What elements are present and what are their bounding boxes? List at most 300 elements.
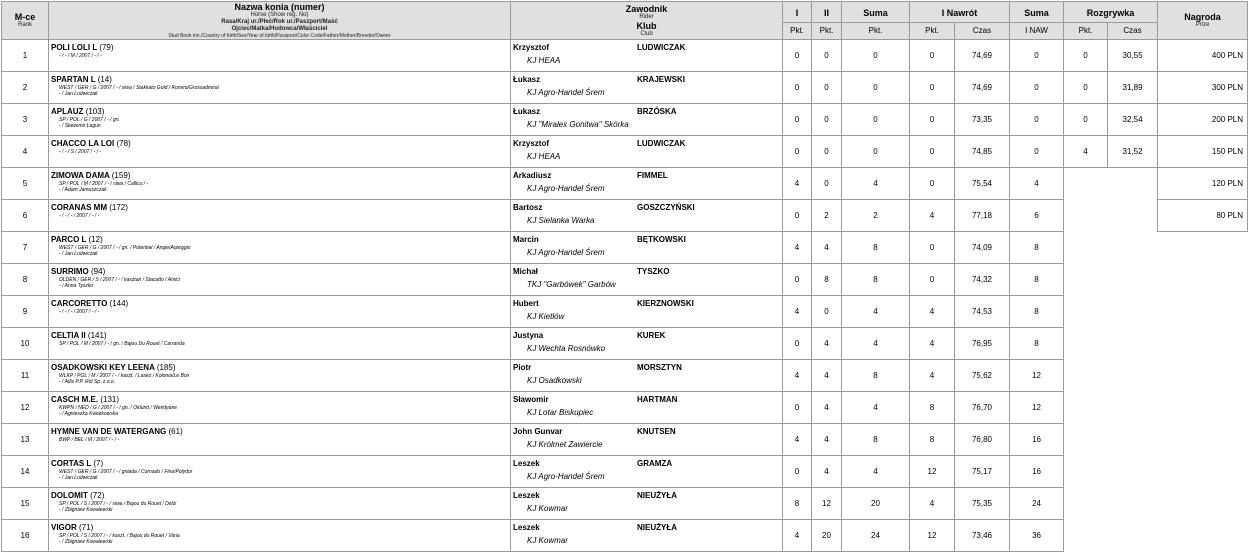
rider-first-name: Michał bbox=[513, 267, 538, 276]
jumpoff-pkt bbox=[1064, 264, 1108, 296]
horse-number: (71) bbox=[79, 523, 94, 532]
results-table bbox=[1, 1, 1248, 552]
horse-cell bbox=[49, 456, 511, 488]
horse-cell bbox=[49, 232, 511, 264]
round2-pkt: 20 bbox=[812, 520, 842, 552]
horse-info: SP / POL / G / 2007 / - / gn. bbox=[59, 117, 120, 123]
horse-owner: - / Zbigniew Kowalewski bbox=[59, 539, 113, 545]
horse-name: CORTAS L (7) bbox=[51, 459, 104, 468]
nawrot-pkt: 0 bbox=[910, 168, 955, 200]
sum-naw: 12 bbox=[1010, 392, 1064, 424]
horse-cell bbox=[49, 296, 511, 328]
rider-last-name: FIMMEL bbox=[637, 171, 668, 180]
rider-cell bbox=[511, 456, 783, 488]
nawrot-pkt: 8 bbox=[910, 424, 955, 456]
jumpoff-pkt-header: Pkt. bbox=[1064, 22, 1108, 39]
round1-pkt: 0 bbox=[783, 40, 812, 72]
sum-pkt: 4 bbox=[842, 392, 910, 424]
sum-pkt: 0 bbox=[842, 136, 910, 168]
jumpoff-pkt: 4 bbox=[1064, 136, 1108, 168]
horse-name: ZIMOWA DAMA (159) bbox=[51, 171, 131, 180]
rank-cell: 14 bbox=[2, 456, 49, 488]
round1-pkt: 4 bbox=[783, 168, 812, 200]
rank-cell: 2 bbox=[2, 72, 49, 104]
nawrot-pkt: 12 bbox=[910, 456, 955, 488]
horse-info: SP / POL / M / 2007 / - / gn. / Bajou Du Rouet / Carranda bbox=[59, 341, 185, 347]
nawrot-pkt: 12 bbox=[910, 520, 955, 552]
horse-name: SURRIMO (94) bbox=[51, 267, 106, 276]
prize-cell: 80 PLN bbox=[1158, 200, 1248, 232]
horse-number: (172) bbox=[109, 203, 128, 212]
prize-cell: 150 PLN bbox=[1158, 136, 1248, 168]
sum-pkt: 8 bbox=[842, 264, 910, 296]
rider-last-name: GRAMZA bbox=[637, 459, 673, 468]
table-row bbox=[2, 424, 1248, 456]
jumpoff-pkt bbox=[1064, 360, 1108, 392]
horse-owner: - / Atlis P.P. Rol Sp. z o.o. bbox=[59, 379, 116, 385]
sum-naw: 4 bbox=[1010, 168, 1064, 200]
jumpoff-pkt: 0 bbox=[1064, 72, 1108, 104]
horse-info: SP / POL / S / 2007 / - / siwa / Bajou du Rouet / Delzi bbox=[59, 501, 177, 507]
rider-first-name: Arkadiusz bbox=[513, 171, 552, 180]
nawrot-time: 74,32 bbox=[955, 264, 1010, 296]
jumpoff-header: Rozgrywka bbox=[1064, 2, 1158, 23]
round1-pkt: 0 bbox=[783, 136, 812, 168]
table-row bbox=[2, 360, 1248, 392]
rider-cell bbox=[511, 168, 783, 200]
rider-last-name: HARTMAN bbox=[637, 395, 678, 404]
horse-cell bbox=[49, 72, 511, 104]
horse-name: APLAUZ (103) bbox=[51, 107, 105, 116]
horse-info: WEST / GER / G / 2007 / - / siwa / Stakkato Gold / Romira/Grossadmiral bbox=[59, 85, 219, 91]
nawrot-time-header: Czas bbox=[955, 22, 1010, 39]
nawrot-time: 73,46 bbox=[955, 520, 1010, 552]
nawrot-time: 76,95 bbox=[955, 328, 1010, 360]
rider-last-name: MORSZTYN bbox=[637, 363, 682, 372]
round2-pkt-header: Pkt. bbox=[812, 22, 842, 39]
horse-info: - / - / - / 2007 / - / - bbox=[59, 309, 100, 315]
horse-info: SP / POL / M / 2007 / - / siwa / Callico / - bbox=[59, 181, 149, 187]
rider-last-name: GOSZCZYŃSKI bbox=[637, 203, 695, 212]
horse-number: (14) bbox=[97, 75, 112, 84]
sum-pkt: 4 bbox=[842, 456, 910, 488]
rider-first-name: Leszek bbox=[513, 459, 540, 468]
horse-name: CASCH M.E. (131) bbox=[51, 395, 120, 404]
sum-naw-header: I NAW bbox=[1010, 22, 1064, 39]
rank-cell: 8 bbox=[2, 264, 49, 296]
rank-cell: 11 bbox=[2, 360, 49, 392]
sum-pkt: 8 bbox=[842, 232, 910, 264]
horse-cell bbox=[49, 168, 511, 200]
nawrot-pkt: 0 bbox=[910, 232, 955, 264]
horse-name: CHACCO LA LOI (78) bbox=[51, 139, 131, 148]
prize-cell bbox=[1158, 328, 1248, 360]
nawrot-time: 77,18 bbox=[955, 200, 1010, 232]
rank-cell: 10 bbox=[2, 328, 49, 360]
horse-owner: - / Jan Ludwiczak bbox=[59, 251, 98, 257]
jumpoff-pkt bbox=[1064, 456, 1108, 488]
sum-pkt: 2 bbox=[842, 200, 910, 232]
nawrot-pkt: 0 bbox=[910, 264, 955, 296]
nawrot-pkt: 0 bbox=[910, 136, 955, 168]
table-row bbox=[2, 40, 1248, 72]
table-row bbox=[2, 264, 1248, 296]
jumpoff-time: 32,54 bbox=[1108, 104, 1158, 136]
rider-cell bbox=[511, 424, 783, 456]
sum-pkt: 8 bbox=[842, 424, 910, 456]
sum-naw: 6 bbox=[1010, 200, 1064, 232]
rider-header: Zawodnik Rider Klub Club bbox=[511, 2, 783, 40]
jumpoff-pkt bbox=[1064, 424, 1108, 456]
horse-cell bbox=[49, 424, 511, 456]
round2-pkt: 4 bbox=[812, 232, 842, 264]
horse-number: (7) bbox=[93, 459, 104, 468]
round2-pkt: 8 bbox=[812, 264, 842, 296]
table-row bbox=[2, 392, 1248, 424]
sum-pkt: 24 bbox=[842, 520, 910, 552]
jumpoff-pkt bbox=[1064, 520, 1108, 552]
jumpoff-time bbox=[1108, 424, 1158, 456]
horse-name: OSADKOWSKI KEY LEENA (185) bbox=[51, 363, 176, 372]
round2-pkt: 0 bbox=[812, 104, 842, 136]
horse-number: (12) bbox=[88, 235, 103, 244]
prize-cell bbox=[1158, 296, 1248, 328]
round2-pkt: 0 bbox=[812, 168, 842, 200]
rank-cell: 15 bbox=[2, 488, 49, 520]
jumpoff-time: 30,55 bbox=[1108, 40, 1158, 72]
sum2-header: Suma bbox=[1010, 2, 1064, 23]
nawrot-pkt: 0 bbox=[910, 40, 955, 72]
prize-cell bbox=[1158, 488, 1248, 520]
sum-pkt: 4 bbox=[842, 168, 910, 200]
jumpoff-pkt bbox=[1064, 392, 1108, 424]
sum-naw: 8 bbox=[1010, 296, 1064, 328]
sum-pkt: 8 bbox=[842, 360, 910, 392]
nawrot-time: 76,70 bbox=[955, 392, 1010, 424]
horse-number: (144) bbox=[109, 299, 129, 308]
round1-pkt: 4 bbox=[783, 360, 812, 392]
rank-cell: 3 bbox=[2, 104, 49, 136]
jumpoff-time bbox=[1108, 328, 1158, 360]
horse-owner: - / Agnieszka Kwiatkowska bbox=[59, 411, 119, 417]
rider-first-name: Leszek bbox=[513, 491, 540, 500]
round2-pkt: 2 bbox=[812, 200, 842, 232]
horse-info: WEST / GER / G / 2007 / - / gn. / Potential / Angie/Arpeggio bbox=[59, 245, 191, 251]
horse-info: WEST / GER / G / 2007 / - / gniada / Cornado / Fina/Polydor bbox=[59, 469, 193, 475]
round2-pkt: 0 bbox=[812, 72, 842, 104]
nawrot-time: 74,53 bbox=[955, 296, 1010, 328]
horse-cell bbox=[49, 328, 511, 360]
rider-first-name: Krzysztof bbox=[513, 43, 550, 52]
rider-first-name: Bartosz bbox=[513, 203, 543, 212]
rider-cell bbox=[511, 520, 783, 552]
sum-naw: 0 bbox=[1010, 72, 1064, 104]
rider-cell bbox=[511, 488, 783, 520]
nawrot-pkt: 8 bbox=[910, 392, 955, 424]
round2-pkt: 4 bbox=[812, 392, 842, 424]
rank-cell: 12 bbox=[2, 392, 49, 424]
nawrot-time: 75,17 bbox=[955, 456, 1010, 488]
rider-last-name: KIERZNOWSKI bbox=[637, 299, 694, 308]
rider-first-name: Justyna bbox=[513, 331, 544, 340]
jumpoff-pkt bbox=[1064, 296, 1108, 328]
nawrot-time: 75,62 bbox=[955, 360, 1010, 392]
round2-pkt: 4 bbox=[812, 456, 842, 488]
jumpoff-pkt bbox=[1064, 168, 1108, 200]
club-name: KJ Agro-Handel Śrem bbox=[527, 88, 605, 97]
nawrot-pkt: 4 bbox=[910, 328, 955, 360]
nawrot-pkt: 4 bbox=[910, 360, 955, 392]
nawrot-time: 74,09 bbox=[955, 232, 1010, 264]
rider-last-name: LUDWICZAK bbox=[637, 43, 686, 52]
rider-cell bbox=[511, 360, 783, 392]
sum-pkt: 20 bbox=[842, 488, 910, 520]
horse-name: PARCO L (12) bbox=[51, 235, 103, 244]
horse-header: Nazwa konia (numer) Horse (Show reg. No) Rasa/Kraj ur./Płeć/Rok ur./Paszport/Maść Ojciec/Matka/Hodowca/Właściciel Stud Book inn./Country of birth/Sex/Year of birth/Passport/Color Code/Father/Mother/Breeder/Owner bbox=[49, 2, 511, 40]
sum-header: Suma bbox=[842, 2, 910, 23]
round1-pkt-header: Pkt. bbox=[783, 22, 812, 39]
sum-pkt: 4 bbox=[842, 328, 910, 360]
table-row bbox=[2, 328, 1248, 360]
nawrot-time: 73,35 bbox=[955, 104, 1010, 136]
rider-first-name: Łukasz bbox=[513, 107, 541, 116]
sum-naw: 12 bbox=[1010, 360, 1064, 392]
horse-info: - / - / S / 2007 / - / - bbox=[59, 149, 101, 155]
rider-first-name: Sławomir bbox=[513, 395, 549, 404]
prize-cell bbox=[1158, 520, 1248, 552]
club-name: KJ Wechta Rosnówko bbox=[527, 344, 606, 353]
round1-pkt: 0 bbox=[783, 328, 812, 360]
nawrot-time: 74,85 bbox=[955, 136, 1010, 168]
rank-header: M-ce Rank bbox=[2, 2, 49, 40]
horse-number: (131) bbox=[100, 395, 120, 404]
horse-number: (141) bbox=[87, 331, 107, 340]
jumpoff-pkt: 0 bbox=[1064, 40, 1108, 72]
nawrot-header: I Nawrót bbox=[910, 2, 1010, 23]
prize-cell bbox=[1158, 392, 1248, 424]
prize-cell: 120 PLN bbox=[1158, 168, 1248, 200]
sum-pkt: 0 bbox=[842, 72, 910, 104]
horse-owner: - / Sławomir Łagun bbox=[59, 123, 101, 129]
club-name: KJ Agro-Handel Śrem bbox=[527, 184, 605, 193]
sum-pkt-header: Pkt. bbox=[842, 22, 910, 39]
round2-header: II bbox=[812, 2, 842, 23]
club-name: KJ HEAA bbox=[527, 152, 561, 161]
horse-number: (103) bbox=[85, 107, 105, 116]
club-name: KJ Kowmar bbox=[527, 504, 568, 513]
nawrot-time: 75,54 bbox=[955, 168, 1010, 200]
club-name: KJ "Miralex Gonitwa" Skórka bbox=[527, 120, 629, 129]
rider-cell bbox=[511, 296, 783, 328]
jumpoff-pkt bbox=[1064, 328, 1108, 360]
sum-naw: 0 bbox=[1010, 104, 1064, 136]
jumpoff-time bbox=[1108, 232, 1158, 264]
horse-info: OLDEN / GER / S / 2007 / - / kasztan / Stacatto / Amici bbox=[59, 277, 180, 283]
round1-pkt: 4 bbox=[783, 520, 812, 552]
rank-cell: 6 bbox=[2, 200, 49, 232]
prize-cell bbox=[1158, 232, 1248, 264]
rider-cell bbox=[511, 328, 783, 360]
horse-cell bbox=[49, 520, 511, 552]
horse-number: (159) bbox=[111, 171, 131, 180]
table-row bbox=[2, 104, 1248, 136]
rider-last-name: LUDWICZAK bbox=[637, 139, 686, 148]
rider-first-name: Krzysztof bbox=[513, 139, 550, 148]
horse-owner: - / Adam Jamuszczak bbox=[59, 187, 107, 193]
horse-info: BWP / BEL / M / 2007 / - / - bbox=[59, 437, 120, 443]
nawrot-time: 74,69 bbox=[955, 40, 1010, 72]
table-row bbox=[2, 232, 1248, 264]
round1-pkt: 4 bbox=[783, 424, 812, 456]
prize-cell: 300 PLN bbox=[1158, 72, 1248, 104]
horse-owner: - / Jan Ludwiczak bbox=[59, 475, 98, 481]
jumpoff-time bbox=[1108, 168, 1158, 200]
round1-pkt: 0 bbox=[783, 72, 812, 104]
round2-pkt: 0 bbox=[812, 136, 842, 168]
horse-cell bbox=[49, 104, 511, 136]
jumpoff-pkt bbox=[1064, 232, 1108, 264]
horse-cell bbox=[49, 40, 511, 72]
prize-header: Nagroda Prize bbox=[1158, 2, 1248, 40]
round2-pkt: 0 bbox=[812, 296, 842, 328]
sum-naw: 24 bbox=[1010, 488, 1064, 520]
rider-cell bbox=[511, 104, 783, 136]
horse-info: SP / POL / S / 2007 / - / kaszt. / Bajou du Rouet / Varia bbox=[59, 533, 180, 539]
rider-cell bbox=[511, 136, 783, 168]
nawrot-pkt: 4 bbox=[910, 200, 955, 232]
prize-cell: 200 PLN bbox=[1158, 104, 1248, 136]
sum-naw: 8 bbox=[1010, 264, 1064, 296]
rank-cell: 13 bbox=[2, 424, 49, 456]
horse-number: (94) bbox=[91, 267, 106, 276]
round1-pkt: 0 bbox=[783, 104, 812, 136]
round1-pkt: 0 bbox=[783, 200, 812, 232]
jumpoff-time bbox=[1108, 264, 1158, 296]
jumpoff-pkt: 0 bbox=[1064, 104, 1108, 136]
horse-owner: - / Jan Ludwiczak bbox=[59, 91, 98, 97]
horse-number: (185) bbox=[156, 363, 176, 372]
horse-number: (78) bbox=[116, 139, 131, 148]
rank-cell: 7 bbox=[2, 232, 49, 264]
jumpoff-pkt bbox=[1064, 200, 1108, 232]
nawrot-pkt: 4 bbox=[910, 488, 955, 520]
rider-cell bbox=[511, 72, 783, 104]
horse-info: - / - / M / 2007 / - / - bbox=[59, 53, 102, 59]
table-row bbox=[2, 200, 1248, 232]
horse-info: WLKP / POL / M / 2007 / - / kaszt. / Lasko / Kolonia/Le Bon bbox=[59, 373, 190, 379]
horse-cell bbox=[49, 392, 511, 424]
round1-header: I bbox=[783, 2, 812, 23]
sum-pkt: 0 bbox=[842, 104, 910, 136]
rider-first-name: Piotr bbox=[513, 363, 532, 372]
horse-name: HYMNE VAN DE WATERGANG (61) bbox=[51, 427, 183, 436]
sum-naw: 0 bbox=[1010, 136, 1064, 168]
nawrot-pkt-header: Pkt. bbox=[910, 22, 955, 39]
jumpoff-time bbox=[1108, 520, 1158, 552]
rider-cell bbox=[511, 264, 783, 296]
round1-pkt: 0 bbox=[783, 456, 812, 488]
horse-owner: - / Anna Tyszko bbox=[59, 283, 94, 289]
jumpoff-time-header: Czas bbox=[1108, 22, 1158, 39]
sum-pkt: 4 bbox=[842, 296, 910, 328]
table-row bbox=[2, 488, 1248, 520]
round1-pkt: 4 bbox=[783, 296, 812, 328]
nawrot-pkt: 0 bbox=[910, 104, 955, 136]
prize-cell bbox=[1158, 360, 1248, 392]
table-row bbox=[2, 72, 1248, 104]
horse-name: CARCORETTO (144) bbox=[51, 299, 129, 308]
club-name: KJ Agro-Handel Śrem bbox=[527, 472, 605, 481]
rider-first-name: Leszek bbox=[513, 523, 540, 532]
nawrot-time: 74,69 bbox=[955, 72, 1010, 104]
horse-name: DOLOMIT (72) bbox=[51, 491, 105, 500]
round2-pkt: 4 bbox=[812, 360, 842, 392]
club-name: KJ Osadkowski bbox=[527, 376, 582, 385]
prize-cell: 400 PLN bbox=[1158, 40, 1248, 72]
nawrot-time: 75,35 bbox=[955, 488, 1010, 520]
round2-pkt: 4 bbox=[812, 328, 842, 360]
round1-pkt: 0 bbox=[783, 264, 812, 296]
horse-cell bbox=[49, 136, 511, 168]
club-name: KJ Lotar Biskupiec bbox=[527, 408, 594, 417]
jumpoff-time bbox=[1108, 200, 1158, 232]
rider-last-name: NIEUŻYŁA bbox=[637, 523, 677, 532]
round1-pkt: 0 bbox=[783, 392, 812, 424]
club-name: KJ Kietlów bbox=[527, 312, 565, 321]
club-name: KJ Królmet Zawiercie bbox=[527, 440, 603, 449]
jumpoff-time bbox=[1108, 456, 1158, 488]
sum-naw: 8 bbox=[1010, 232, 1064, 264]
club-name: TKJ "Garbówek" Garbów bbox=[527, 280, 616, 289]
rider-first-name: John Gunvar bbox=[513, 427, 563, 436]
rank-cell: 1 bbox=[2, 40, 49, 72]
prize-cell bbox=[1158, 456, 1248, 488]
jumpoff-time bbox=[1108, 392, 1158, 424]
sum-naw: 36 bbox=[1010, 520, 1064, 552]
rider-last-name: KRAJEWSKI bbox=[637, 75, 686, 84]
prize-cell bbox=[1158, 424, 1248, 456]
rider-last-name: TYSZKO bbox=[637, 267, 670, 276]
jumpoff-time bbox=[1108, 488, 1158, 520]
rank-cell: 16 bbox=[2, 520, 49, 552]
horse-cell bbox=[49, 488, 511, 520]
sum-naw: 0 bbox=[1010, 40, 1064, 72]
table-row bbox=[2, 520, 1248, 552]
horse-name: CELTIA II (141) bbox=[51, 331, 107, 340]
sum-pkt: 0 bbox=[842, 40, 910, 72]
table-row bbox=[2, 136, 1248, 168]
round2-pkt: 4 bbox=[812, 424, 842, 456]
club-name: KJ HEAA bbox=[527, 56, 561, 65]
jumpoff-time: 31,89 bbox=[1108, 72, 1158, 104]
rider-last-name: KUREK bbox=[637, 331, 666, 340]
sum-naw: 8 bbox=[1010, 328, 1064, 360]
horse-number: (72) bbox=[90, 491, 105, 500]
table-row bbox=[2, 168, 1248, 200]
nawrot-pkt: 4 bbox=[910, 296, 955, 328]
club-name: KJ Sielanka Warka bbox=[527, 216, 595, 225]
horse-name: VIGOR (71) bbox=[51, 523, 94, 532]
sum-naw: 16 bbox=[1010, 424, 1064, 456]
rider-first-name: Łukasz bbox=[513, 75, 541, 84]
rider-cell bbox=[511, 392, 783, 424]
round2-pkt: 0 bbox=[812, 40, 842, 72]
rider-cell bbox=[511, 40, 783, 72]
rider-cell bbox=[511, 232, 783, 264]
round1-pkt: 8 bbox=[783, 488, 812, 520]
rider-last-name: KNUTSEN bbox=[637, 427, 676, 436]
jumpoff-time: 31,52 bbox=[1108, 136, 1158, 168]
